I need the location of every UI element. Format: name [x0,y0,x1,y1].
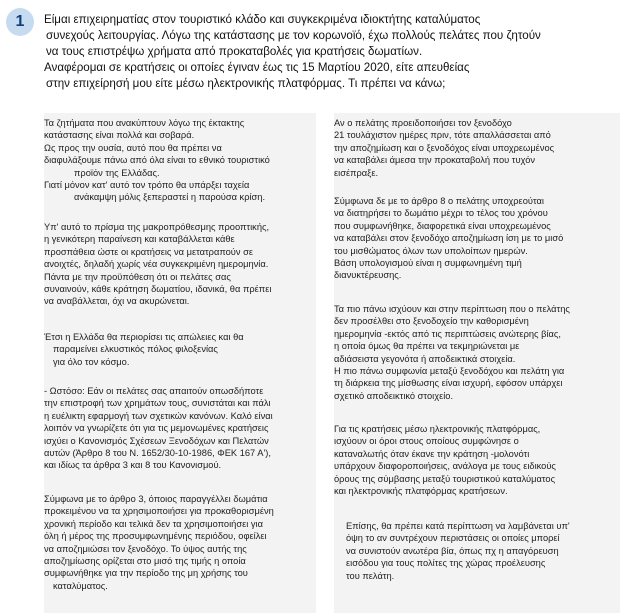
text-line: όψη το αν συντρέχουν περιστάσεις οι οποίες μπορεί [346,533,560,544]
answer-paragraph [44,493,274,592]
text-line: Βάση υπολογισμού είναι η συμφωνημένη τιμή [334,258,522,269]
answer-column-left [44,113,314,613]
text-line: να αναβάλλεται, όχι να ακυρώνεται. [44,296,190,307]
text-line: προσπάθεια ώστε οι κρατήσεις να μετατραπούν σε [44,246,253,257]
answer-column-right [334,113,618,613]
text-line: η γενικότερη παραίνεση και καταβάλλεται κάθε [44,234,235,245]
text-line: διανυκτέρευσης. [334,270,402,281]
question-line: συνεχούς λειτουργίας. Λόγω της κατάστασης με τον κορωνοϊό, έχω πολλούς πελάτες που ζητούν [46,29,541,42]
question-line: στην επιχείρησή μου είτε μέσω ηλεκτρονικής πλατφόρμας. Τι πρέπει να κάνω; [46,77,446,90]
text-line: Αν ο πελάτης προειδοποιήσει τον ξενοδόχο [334,118,512,128]
text-line: χρονική περίοδο και τελικά δεν τα χρησιμοποιήσει για [44,518,263,529]
answer-paragraph [334,423,556,497]
text-line: σχετικό αποδεικτικό στοιχείο. [334,390,454,401]
text-line: ισχύει ο Κανονισμός Σχέσεων Ξενοδόχων και Πελατών [44,435,269,446]
answer-paragraph [44,385,273,472]
text-line: Επίσης, θα πρέπει κατά περίπτωση να λαμβάνεται υπ' [346,521,570,531]
text-line: Υπ' αυτό το πρίσμα της μακροπρόθεσμης προοπτικής, [44,222,270,232]
text-line: Γιατί μόνον κατ' αυτό τον τρόπο θα υπάρξει ταχεία [44,180,250,191]
text-line: η οποία όμως θα πρέπει να τεκμηριώνεται με [334,341,520,352]
answer-paragraph [44,221,271,308]
text-line: να διατηρήσει το δωμάτιο μέχρι το τέλος του χρόνου [334,208,548,219]
text-line: και ιδίως τα άρθρα 3 και 8 του Κανονισμού. [44,460,222,471]
text-line: ανάκαμψη μόλις ξεπεραστεί η παρούσα κρίση. [74,192,266,203]
text-line: Σύμφωνα με το άρθρο 3, όποιος παραγγέλλει δωμάτια [44,494,268,504]
text-line: την επιστροφή των χρημάτων τους, συνιστάται και πάλι [44,398,271,409]
text-line: να συνιστούν ανωτέρα βία, όπως πχ η απαγόρευση [346,545,559,556]
text-line: να αποζημιώσει τον ξενοδόχο. Το ύψος αυτής της [44,543,247,554]
text-line: διαφυλάξουμε πάνω από όλα είναι το εθνικό τουριστικό [44,155,270,166]
answer-paragraph [44,117,270,204]
text-line: ανοιχτές, δηλαδή χωρίς νέα συγκεκριμένη ημερομηνία. [44,259,269,270]
question-number-badge: 1 [6,8,34,36]
text-line: όρους της σύμβασης μεταξύ τουριστικού καταλύματος [334,473,556,484]
text-line: αποζημίωσης ορίζεται στο μισό της τιμής η οποία [44,556,246,567]
text-line: Ως προς την ουσία, αυτό που θα πρέπει να [44,142,222,153]
text-line: όλη ή μέρος της προσυμφωνημένης περιόδου, οφείλει [44,531,267,542]
text-line: 21 τουλάχιστον ημέρες πριν, τότε απαλλάσσεται από [334,130,551,141]
text-line: ισχύουν οι όροι στους οποίους συμφώνησε ο [334,436,519,447]
text-line: εισέπραξε. [334,167,379,178]
text-line: προκειμένου να τα χρησιμοποιήσει για προκαθορισμένη [44,506,274,517]
text-line: που συμφωνήθηκε, διαφορετικά είναι υποχρεωμένος [334,220,551,231]
text-line: καταλύματος. [53,580,108,591]
answer-paragraph [334,195,563,282]
answer-paragraph [334,303,570,402]
question-text [44,12,624,92]
text-line: παραμείνει ελκυστικός πόλος φιλοξενίας [53,344,218,355]
answer-paragraph [44,331,244,368]
text-line: η ευέλικτη εφαρμογή των σχετικών κανόνων. Καλό είναι [44,410,273,421]
text-line: και ηλεκτρονικής πλατφόρμας κρατήσεων. [334,486,508,497]
text-line: την αποζημίωση και ο ξενοδόχος είναι υποχρεωμένος [334,142,555,153]
text-line: του μισθώματος όλων των υπολοίπων ημερών. [334,245,528,256]
text-line: εισόδου για τους πολίτες της χώρας προέλευσης [346,558,546,569]
text-line: Για τις κρατήσεις μέσω ηλεκτρονικής πλατφόρμας, [334,424,541,434]
text-line: συναινούν, κάθε κράτηση δωματίου, ιδανικά, θα πρέπει [44,284,272,295]
text-line: συμφωνήθηκε για την περίοδο της μη χρήσης του [44,568,248,579]
text-line: λοιπόν να γνωρίζετε ότι για τις μεμονωμένες κρατήσεις [44,423,269,434]
text-line: - Ωστόσο: Εάν οι πελάτες σας απαιτούν οπωσδήποτε [44,386,264,396]
text-line: Η πιο πάνω συμφωνία μεταξύ ξενοδόχου και πελάτη για [334,366,565,377]
text-line: Σύμφωνα δε με το άρθρο 8 ο πελάτης υποχρεούται [334,196,544,206]
question-line: Είμαι επιχειρηματίας στον τουριστικό κλάδο και συγκεκριμένα ιδιοκτήτης καταλύματος [44,13,481,26]
text-line: ημερομηνία -εκτός από τις περιπτώσεις ανώτερης βίας, [334,328,561,339]
text-line: Τα πιο πάνω ισχύουν και στην περίπτωση που ο πελάτης [334,304,570,314]
text-line: Τα ζητήματα που ανακύπτουν λόγω της έκτακτης [44,118,245,128]
text-line: αυτών (Άρθρο 8 του Ν. 1652/30-10-1986, ΦΕΚ 167 Α'), [44,448,271,459]
text-line: κατάστασης είναι πολλά και σοβαρά. [44,130,195,141]
text-line: τη διάρκεια της μίσθωσης είναι ισχυρή, εφόσον υπάρχει [334,378,563,389]
text-line: αδιάσειστα γεγονότα ή αποδεικτικά στοιχεία. [334,353,516,364]
answer-panel-left [44,113,316,613]
question-line: να τους επιστρέψω χρήματα από προκαταβολές για κρατήσεις δωματίων. [46,45,423,58]
text-line: Πάντα με την προϋπόθεση ότι οι πελάτες σας [44,271,231,282]
answer-paragraph [334,117,554,179]
answer-paragraph [334,520,570,582]
text-line: υπάρχουν διαφοροποιήσεις, ανάλογα με τους ειδικούς [334,461,556,472]
answer-panel-right [334,113,620,613]
text-line: να καταβάλει άμεσα την προκαταβολή που τυχόν [334,155,536,166]
text-line: προϊόν της Ελλάδας. [74,167,160,178]
text-line: δεν προσέλθει στο ξενοδοχείο την καθορισμένη [334,316,529,327]
text-line: του πελάτη. [346,570,395,581]
text-line: για όλο τον κόσμο. [53,356,130,367]
text-line: Έτσι η Ελλάδα θα περιορίσει τις απώλειες και θα [44,332,244,342]
question-line: Αναφέρομαι σε κρατήσεις οι οποίες έγιναν έως τις 15 Μαρτίου 2020, είτε απευθείας [44,61,470,74]
text-line: καταναλωτής όταν έκανε την κράτηση -μολονότι [334,448,530,459]
text-line: να καταβάλει στον ξενοδόχο αποζημίωση ίση με το μισό [334,233,564,244]
